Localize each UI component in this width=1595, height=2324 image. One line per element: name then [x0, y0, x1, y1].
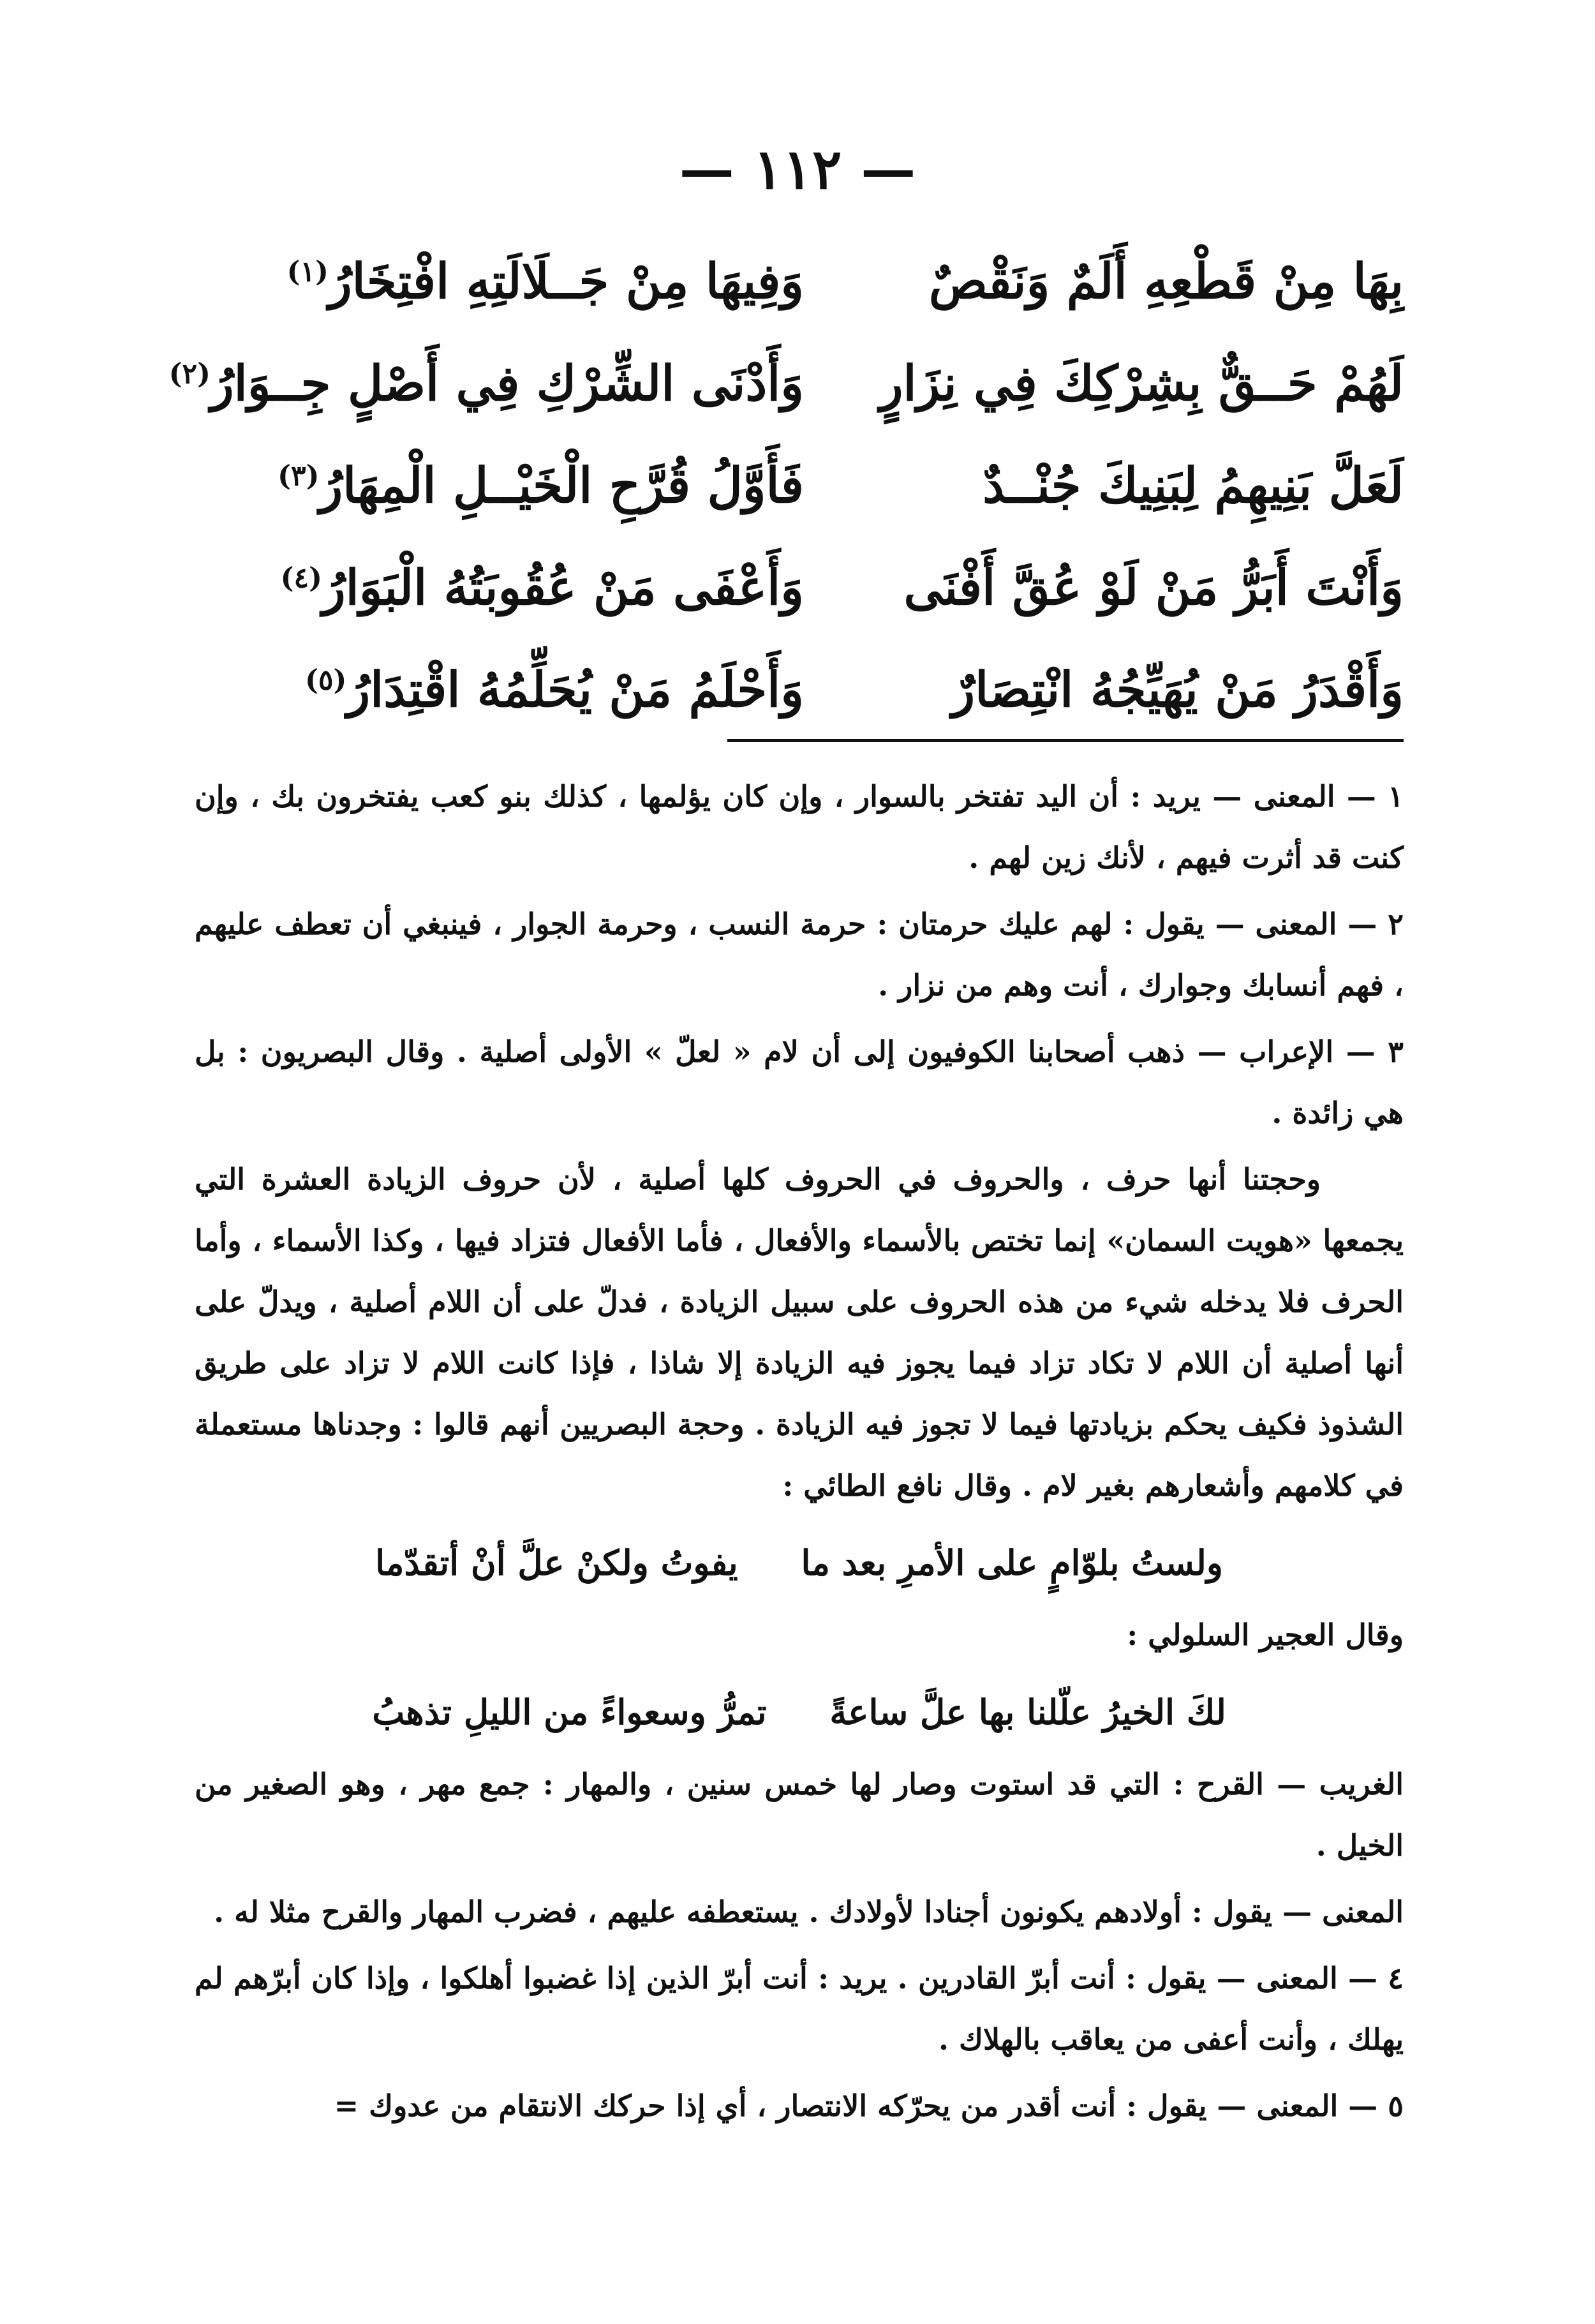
verse-4-second-text: وَأَعْفَى مَنْ عُقُوبَتُهُ الْبَوَارُ	[322, 558, 804, 616]
footnotes	[195, 766, 1404, 2142]
verse-1	[191, 230, 1404, 332]
verse-4-second-hemistich	[191, 559, 804, 616]
verse-4-first-hemistich: وَأَنْتَ أَبَرُّ مَنْ لَوْ عُقَّ أَفْنَى	[903, 558, 1404, 616]
verse-4	[191, 536, 1404, 638]
footnote-mark-5: (٥)	[305, 664, 347, 697]
verse-1-first-hemistich: بِهَا مِنْ قَطْعِهِ أَلَمٌ وَنَقْصٌ	[928, 252, 1404, 309]
quote-2-intro: وقال العجير السلولي :	[1127, 1618, 1404, 1652]
quoted-verse-2-second: تمرُّ وسعواءً من الليلِ تذهبُ	[372, 1692, 767, 1732]
footnote-3-meaning: المعنى — يقول : أولادهم يكونون أجنادا لأولادك . يستعطفه عليهم ، فضرب المهار والقرح مثلا له .	[214, 1895, 1404, 1929]
quoted-verse-1-second: يفوتُ ولكنْ علَّ أنْ أتقدّما	[375, 1542, 738, 1583]
quoted-verse-2	[195, 1671, 1404, 1754]
quoted-verse-1-first: ولستُ بلوّامٍ على الأمرِ بعد ما	[801, 1542, 1223, 1583]
footnote-separator	[727, 739, 1404, 742]
verse-5-second-text: وَأَحْلَمُ مَنْ يُحَلِّمُهُ اقْتِدَارُ	[346, 660, 804, 718]
verse-5-first-hemistich: وَأَقْدَرُ مَنْ يُهَيِّجُهُ انْتِصَارٌ	[951, 660, 1404, 718]
verse-1-second-hemistich	[191, 253, 804, 309]
footnote-3-gharib: الغريب — القرح : التي قد استوت وصار لها خمس سنين ، والمهار : جمع مهر ، وهو الصغير من الخيل .	[195, 1767, 1404, 1863]
quoted-verse-1	[195, 1521, 1404, 1604]
footnote-mark-4: (٤)	[280, 562, 322, 595]
verse-2-second-text: وَأَدْنَى الشِّرْكِ فِي أَصْلٍ جِــوَارُ	[210, 354, 804, 412]
verse-3-second-hemistich	[191, 457, 804, 514]
footnote-2: ٢ — المعنى — يقول : لهم عليك حرمتان : حرمة النسب ، وحرمة الجوار ، فينبغي أن تعطف عليهم ، فهم أنسابك وجوارك ، أنت وهم من نزار .	[195, 907, 1404, 1002]
verse-5-second-hemistich	[191, 661, 804, 718]
footnote-4: ٤ — المعنى — يقول : أنت أبرّ القادرين . يريد : أنت أبرّ الذين إذا غضبوا أهلكوا ، وإذا كان أبرّهم لم يهلك ، وأنت أعفى من يعاقب بالهلاك .	[195, 1961, 1404, 2057]
footnote-mark-3: (٣)	[278, 459, 320, 493]
footnote-mark-1: (١)	[286, 255, 329, 288]
page-number: — ١١٢ —	[679, 137, 916, 202]
footnote-mark-2: (٢)	[168, 357, 211, 391]
poem	[168, 230, 1404, 740]
verse-3-first-hemistich: لَعَلَّ بَنِيهِمُ لِبَنِيكَ جُنْــدٌ	[983, 456, 1404, 514]
verse-3	[191, 434, 1404, 536]
verse-2-first-hemistich: لَهُمْ حَــقٌّ بِشِرْكِكَ فِي نِزَارٍ	[879, 354, 1404, 412]
footnote-1: ١ — المعنى — يريد : أن اليد تفتخر بالسوار ، وإن كان يؤلمها ، كذلك بنو كعب يفتخرون بك ، وإن كنت قد أثرت فيهم ، لأنك زين لهم .	[195, 779, 1404, 875]
quoted-verse-2-first: لكَ الخيرُ علّلنا بها علَّ ساعةً	[829, 1692, 1226, 1732]
verse-5	[191, 638, 1404, 740]
footnote-3: ٣ — الإعراب — ذهب أصحابنا الكوفيون إلى أن لام « لعلّ » الأولى أصلية . وقال البصريون : بل هي زائدة .	[195, 1034, 1404, 1130]
verse-2	[168, 332, 1404, 434]
footnote-5: ٥ — المعنى — يقول : أنت أقدر من يحرّكه الانتصار ، أي إذا حركك الانتقام من عدوك =	[334, 2089, 1404, 2123]
footnote-3-argument: وحجتنا أنها حرف ، والحروف في الحروف كلها أصلية ، لأن حروف الزيادة العشرة التي يجمعها «هويت السمان» إنما تختص بالأسماء والأفعال ، فأما الأفعال فتزاد فيها ، وكذا الأسماء ، وأما الحرف فلا يدخله شيء من هذه الحروف على سبيل الزيادة ، فدلّ على أن اللام أصلية ، ويدلّ على أنها أصلية أن اللام لا تكاد تزاد فيما يجوز فيه الزيادة إلا شاذا ، فإذا كانت اللام لا تزاد على طريق الشذوذ فكيف يحكم بزيادتها فيما لا تجوز فيه الزيادة . وحجة البصريين أنهم قالوا : وجدناها مستعملة في كلامهم وأشعارهم بغير لام . وقال نافع الطائي :	[195, 1162, 1404, 1503]
verse-1-second-text: وَفِيهَا مِنْ جَــلَالَتِهِ افْتِخَارُ	[328, 252, 804, 309]
verse-3-second-text: فَأَوَّلُ قُرَّحِ الْخَيْــلِ الْمِهَارُ	[319, 456, 804, 514]
verse-2-second-hemistich	[168, 354, 804, 412]
